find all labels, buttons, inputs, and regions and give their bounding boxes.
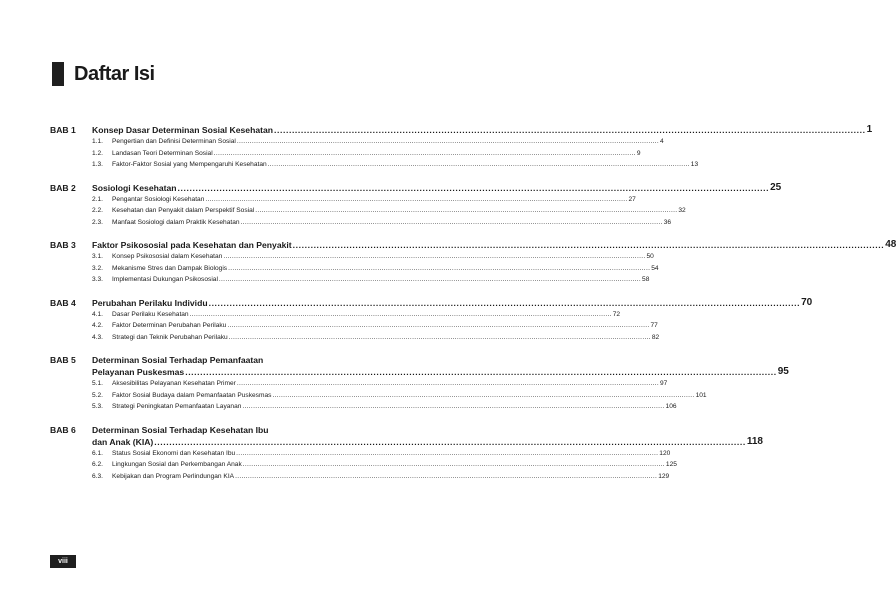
section-entry <box>92 332 660 344</box>
section-page-number: 58 <box>642 276 650 283</box>
dot-leader <box>242 401 664 413</box>
section-title: Pengertian dan Definisi Determinan Sosial <box>112 138 236 145</box>
section-entry <box>92 194 636 206</box>
section-title: Landasan Teori Determinan Sosial <box>112 149 213 157</box>
section-entry <box>92 448 671 460</box>
dot-leader <box>223 251 645 263</box>
dot-leader <box>185 366 777 378</box>
section-title: Mekanisme Stres dan Dampak Biologis <box>112 264 228 272</box>
section-title: Aksesibilitas Pelayanan Kesehatan Primer <box>112 380 236 387</box>
dot-leader <box>227 320 649 332</box>
section-number: 5.3. <box>92 403 103 410</box>
dot-leader <box>237 136 659 148</box>
section-page-number: 101 <box>695 391 707 399</box>
chapter-entry <box>50 239 896 286</box>
section-page-number: 106 <box>665 403 677 410</box>
section-number: 3.1. <box>92 253 103 260</box>
section-title: Manfaat Sosiologi dalam Praktik Kesehatan <box>112 218 240 226</box>
chapter-title: Determinan Sosial Terhadap Kesehatan Ibu <box>92 424 269 435</box>
dot-leader <box>268 159 690 171</box>
section-title: Faktor-Faktor Sosial yang Mempengaruhi Kesehatan <box>112 161 267 168</box>
chapter-title: Konsep Dasar Determinan Sosial Kesehatan <box>92 125 274 135</box>
section-number: 3.3. <box>92 276 103 283</box>
section-title: Pengantar Sosiologi Kesehatan <box>112 195 205 203</box>
section-title: Strategi dan Teknik Perubahan Perilaku <box>112 333 228 341</box>
section-entry <box>92 320 658 332</box>
chapter-heading <box>50 124 873 136</box>
chapter-page-number: 70 <box>801 296 813 308</box>
section-title: Kesehatan dan Penyakit dalam Perspektif Sosial <box>112 207 255 214</box>
section-page-number: 129 <box>658 472 670 480</box>
dot-leader <box>255 205 677 217</box>
section-page-number: 4 <box>660 138 664 145</box>
section-entry <box>92 136 664 148</box>
section-entry <box>92 148 641 160</box>
section-entry <box>92 471 670 483</box>
section-title: Faktor Determinan Perubahan Perilaku <box>112 322 227 329</box>
section-entry <box>92 309 621 321</box>
section-page-number: 125 <box>665 461 677 468</box>
dot-leader <box>219 274 641 286</box>
section-page-number: 9 <box>636 149 641 157</box>
section-title: Strategi Peningkatan Pemanfaatan Layanan <box>112 403 242 410</box>
section-entry <box>92 263 659 275</box>
dot-leader <box>293 239 885 251</box>
section-page-number: 54 <box>651 264 659 272</box>
section-entry <box>92 205 686 217</box>
section-title: Dasar Perilaku Kesehatan <box>112 310 189 318</box>
section-entry <box>92 401 677 413</box>
section-title: Lingkungan Sosial dan Perkembangan Anak <box>112 461 242 468</box>
section-page-number: 120 <box>659 449 671 457</box>
section-number: 6.1. <box>92 449 103 457</box>
section-number: 2.2. <box>92 207 103 214</box>
section-number: 3.2. <box>92 264 103 272</box>
chapter-title: dan Anak (KIA) <box>92 436 154 447</box>
dot-leader <box>178 182 770 194</box>
section-number: 2.3. <box>92 218 103 226</box>
chapter-number: BAB 6 <box>50 424 76 435</box>
chapter-page-number: 118 <box>746 435 763 447</box>
section-number: 2.1. <box>92 195 103 203</box>
chapter-number: BAB 2 <box>50 182 76 193</box>
section-number: 6.3. <box>92 472 103 480</box>
title-marker-bar <box>52 62 64 86</box>
dot-leader <box>154 436 746 448</box>
section-entry <box>92 378 668 390</box>
dot-leader <box>243 459 665 471</box>
chapter-number: BAB 3 <box>50 240 76 250</box>
table-of-contents <box>50 124 896 493</box>
page-number: viii <box>50 555 76 568</box>
chapter-page-number: 25 <box>770 181 782 193</box>
section-page-number: 82 <box>651 333 660 341</box>
dot-leader <box>190 309 612 321</box>
section-entry <box>92 251 654 263</box>
dot-leader <box>272 390 694 402</box>
section-page-number: 77 <box>650 322 658 329</box>
section-page-number: 13 <box>690 161 699 168</box>
chapter-page-number: 1 <box>866 124 873 135</box>
dot-leader <box>235 471 657 483</box>
chapter-title: Sosiologi Kesehatan <box>92 182 177 193</box>
section-number: 4.2. <box>92 322 103 329</box>
section-number: 6.2. <box>92 461 103 468</box>
page-title: Daftar Isi <box>74 63 155 85</box>
section-page-number: 97 <box>660 380 668 387</box>
chapter-entry <box>50 296 813 344</box>
chapter-page-number: 95 <box>777 366 789 377</box>
chapter-heading <box>50 424 763 448</box>
chapter-heading <box>50 296 813 309</box>
section-number: 1.3. <box>92 161 103 168</box>
chapter-entry <box>50 181 782 229</box>
section-page-number: 50 <box>646 253 654 260</box>
section-number: 1.2. <box>92 149 103 157</box>
section-title: Konsep Psikososial dalam Kesehatan <box>112 253 223 260</box>
section-entry <box>92 459 677 471</box>
chapter-number: BAB 4 <box>50 297 76 308</box>
section-page-number: 32 <box>678 207 686 214</box>
chapter-heading <box>50 181 782 194</box>
chapter-title: Determinan Sosial Terhadap Pemanfaatan <box>92 355 264 365</box>
section-page-number: 27 <box>628 195 636 203</box>
section-number: 5.1. <box>92 380 103 387</box>
section-entry <box>92 217 672 229</box>
chapter-heading <box>50 239 896 251</box>
dot-leader <box>274 124 866 136</box>
section-entry <box>92 390 707 402</box>
section-title: Status Sosial Ekonomi dan Kesehatan Ibu <box>112 449 236 457</box>
chapter-page-number: 48 <box>885 239 896 250</box>
chapter-number: BAB 1 <box>50 125 76 135</box>
section-number: 4.1. <box>92 310 103 318</box>
chapter-entry <box>50 124 873 171</box>
chapter-title: Faktor Psikososial pada Kesehatan dan Penyakit <box>92 240 292 250</box>
section-title: Faktor Sosial Budaya dalam Pemanfaatan Puskesmas <box>112 391 272 399</box>
section-number: 4.3. <box>92 333 103 341</box>
dot-leader <box>205 194 627 206</box>
chapter-number: BAB 5 <box>50 355 76 365</box>
dot-leader <box>214 148 636 160</box>
dot-leader <box>229 332 651 344</box>
chapter-title: Pelayanan Puskesmas <box>92 367 185 377</box>
section-number: 1.1. <box>92 138 103 145</box>
dot-leader <box>241 217 663 229</box>
section-title: Implementasi Dukungan Psikososial <box>112 276 218 283</box>
dot-leader <box>228 263 650 275</box>
section-number: 5.2. <box>92 391 103 399</box>
dot-leader <box>209 297 801 309</box>
chapter-entry <box>50 354 789 413</box>
dot-leader <box>236 448 658 460</box>
section-page-number: 72 <box>612 310 621 318</box>
chapter-heading <box>50 354 789 378</box>
dot-leader <box>237 378 659 390</box>
section-page-number: 36 <box>663 218 672 226</box>
section-entry <box>92 159 699 171</box>
section-title: Kebijakan dan Program Perlindungan KIA <box>112 472 235 480</box>
chapter-title: Perubahan Perilaku Individu <box>92 297 208 308</box>
chapter-entry <box>50 424 763 483</box>
section-entry <box>92 274 650 286</box>
